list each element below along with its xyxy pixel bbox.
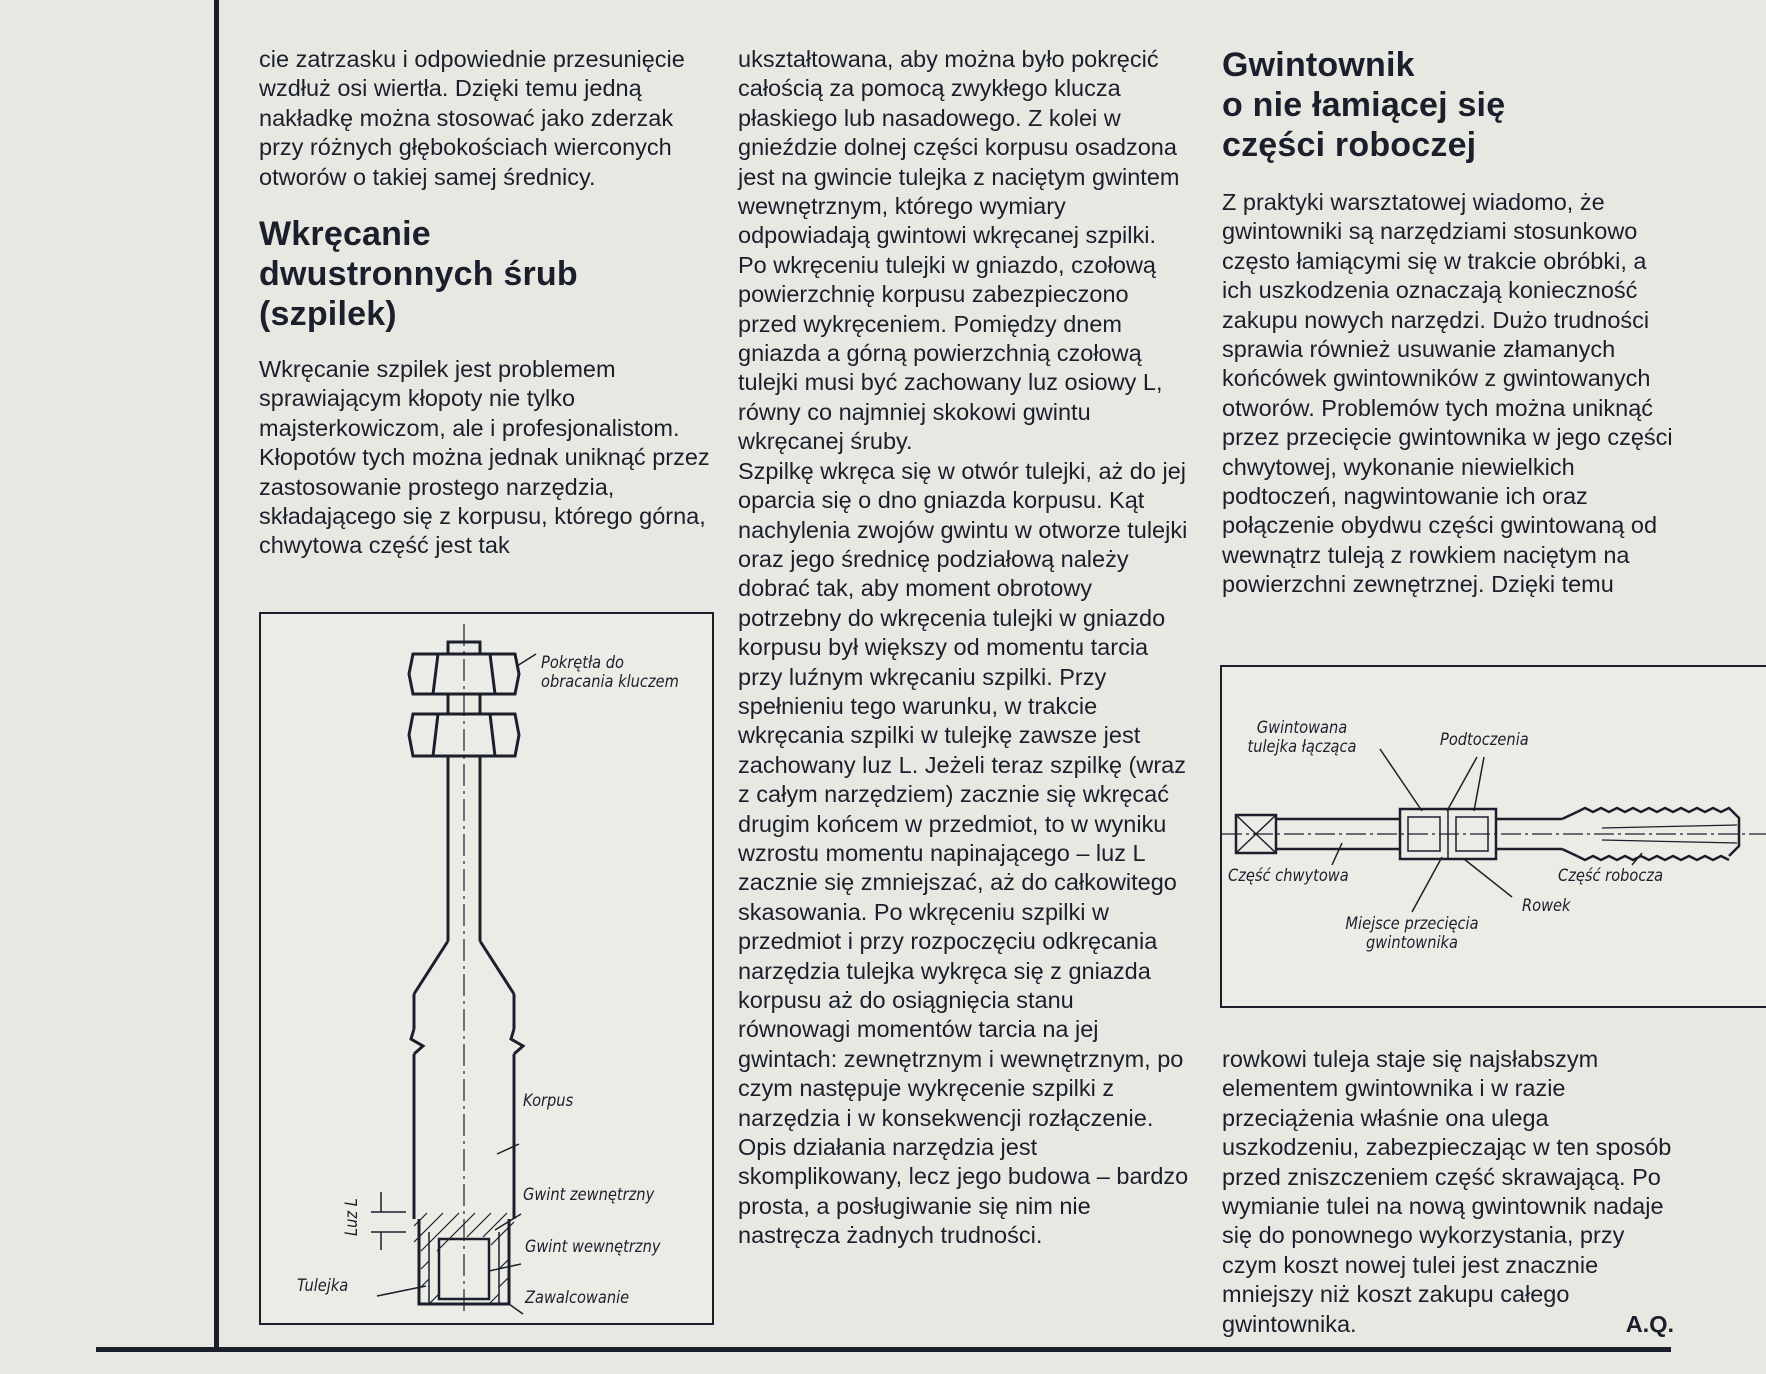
article-column-1	[259, 45, 714, 561]
article-heading-studs	[259, 214, 714, 334]
label-shank-part: Część chwytowa	[1228, 866, 1349, 886]
author-signature: A.Q.	[1625, 1310, 1674, 1337]
article-column-2	[738, 45, 1190, 1251]
article-column-3-continued	[1222, 1045, 1674, 1339]
label-text: obracania kluczem	[541, 672, 679, 692]
label-gap-l: Luz L	[342, 1198, 362, 1236]
tap-paragraph-1: Z praktyki warsztatowej wiadomo, że gwintowniki są narzędziami stosunkowo często łamiącymi się w trakcie obróbki, a ich uszkodzenia oznaczają konieczność zakupu nowych narzędzi. Dużo trudności sprawia również usuwanie złamanych końcówek gwintowników z gwintowanych otworów. Problemów tych można uniknąć przez przecięcie gwintownika w jego części chwytowej, wykonanie niewielkich podtoczeń, nagwintowanie ich oraz połączenie obydwu części gwintowaną od wewnątrz tuleją z rowkiem naciętym na powierzchni zewnętrznej. Dzięki temu	[1222, 189, 1673, 598]
heading-line: Wkręcanie	[259, 215, 431, 254]
tap-figure	[1220, 665, 1766, 1008]
label-groove: Rowek	[1522, 896, 1571, 916]
label-undercuts: Podtoczenia	[1440, 730, 1529, 750]
label-rolled-edge: Zawalcowanie	[525, 1288, 630, 1308]
label-text: Gwintowana	[1256, 718, 1348, 738]
label-text: Miejsce przecięcia	[1345, 914, 1479, 934]
stud-tool-figure	[259, 612, 714, 1325]
label-text: gwintownika	[1366, 933, 1458, 953]
label-text: Pokrętła do	[541, 653, 625, 673]
article-column-3	[1222, 45, 1674, 600]
label-text: tulejka łącząca	[1247, 737, 1357, 757]
tap-paragraph-2-text: rowkowi tuleja staje się najsłabszym elementem gwintownika i w razie przeciążenia właśnie ona ulega uszkodzeniu, zabezpieczając w ten sposób przed zniszczeniem część skrawającą. Po wymianie tulei na nową gwintownik nadaje się do ponownego wykorzystania, przy czym koszt nowej tulei jest znacznie mniejszy niż koszt zakupu całego gwintownika.	[1222, 1046, 1672, 1337]
label-inner-thread: Gwint wewnętrzny	[525, 1237, 661, 1257]
column-rule-vertical	[214, 0, 219, 1348]
label-knob	[541, 654, 679, 692]
heading-line: dwustronnych śrub	[259, 255, 578, 294]
tool-operation-paragraph: Szpilkę wkręca się w otwór tulejki, aż do jej oparcia się o dno gniazda korpusu. Kąt nachylenia zwojów gwintu w otworze tulejki oraz jego średnicę podziałową należy dobrać tak, aby moment obrotowy potrzebny do wkręcenia tulejki w gniazdo korpusu był większy od momentu tarcia przy luźnym wkręcaniu szpilki. Przy spełnieniu tego warunku, w trakcie wkręcania szpilki w tulejkę zawsze jest zachowany luz L. Jeżeli teraz szpilkę (wraz z całym narzędziem) zacznie się wkręcać drugim końcem w przedmiot, to w wyniku wzrostu momentu napinającego – luz L zacznie się zmniejszać, aż do całkowitego skasowania. Po wkręceniu szpilki w przedmiot i przy rozpoczęciu odkręcania narzędzia tulejka wykręca się z gniazda korpusu aż do osiągnięcia stanu równowagi momentów tarcia na jej gwintach: zewnętrznym i wewnętrznym, po czym następuje wykręcenie szpilki z narzędzia i w konsekwencji rozłączenie. Opis działania narzędzia jest skomplikowany, lecz jego budowa – bardzo prosta, a posługiwanie się nim nie nastręcza żadnych trudności.	[738, 457, 1189, 1249]
intro-paragraph: cie zatrzasku i odpowiednie przesunięcie wzdłuż osi wiertła. Dzięki temu jedną nakładkę można stosować jako zderzak przy różnych głębokościach wierconych otworów o takiej samej średnicy.	[259, 46, 685, 190]
stud-tool-drawing	[261, 614, 716, 1327]
label-body: Korpus	[523, 1091, 574, 1111]
tool-description-paragraph: ukształtowana, aby można było pokręcić całością za pomocą zwykłego klucza płaskiego lub nasadowego. Z kolei w gnieździe dolnej części korpusu osadzona jest na gwincie tulejka z naciętym gwintem wewnętrznym, którego wymiary odpowiadają gwintowi wkręcanej szpilki. Po wkręceniu tulejki w gniazdo, czołową powierzchnię korpusu zabezpieczono przed wykręceniem. Pomiędzy dnem gniazda a górną powierzchnią czołową tulejki musi być zachowany luz osiowy L, równy co najmniej skokowi gwintu wkręcanej śruby.	[738, 46, 1180, 455]
page-rule-bottom	[96, 1347, 1671, 1352]
heading-line: Gwintownik	[1222, 46, 1415, 84]
label-sleeve: Tulejka	[297, 1276, 349, 1296]
label-working-part: Część robocza	[1558, 866, 1664, 886]
label-outer-thread: Gwint zewnętrzny	[523, 1185, 655, 1205]
article-heading-tap	[1222, 45, 1674, 165]
label-connecting-sleeve	[1233, 719, 1371, 757]
tap-paragraph-2	[1222, 1045, 1674, 1339]
heading-line: o nie łamiącej się	[1222, 86, 1506, 124]
label-cut-location	[1326, 915, 1498, 953]
studs-paragraph: Wkręcanie szpilek jest problemem sprawiającym kłopoty nie tylko majsterkowiczom, ale i profesjonalistom. Kłopotów tych można jednak uniknąć przez zastosowanie prostego narzędzia, składającego się z korpusu, którego górna, chwytowa część jest tak	[259, 356, 710, 559]
heading-line: (szpilek)	[259, 295, 397, 334]
heading-line: części roboczej	[1222, 126, 1477, 164]
